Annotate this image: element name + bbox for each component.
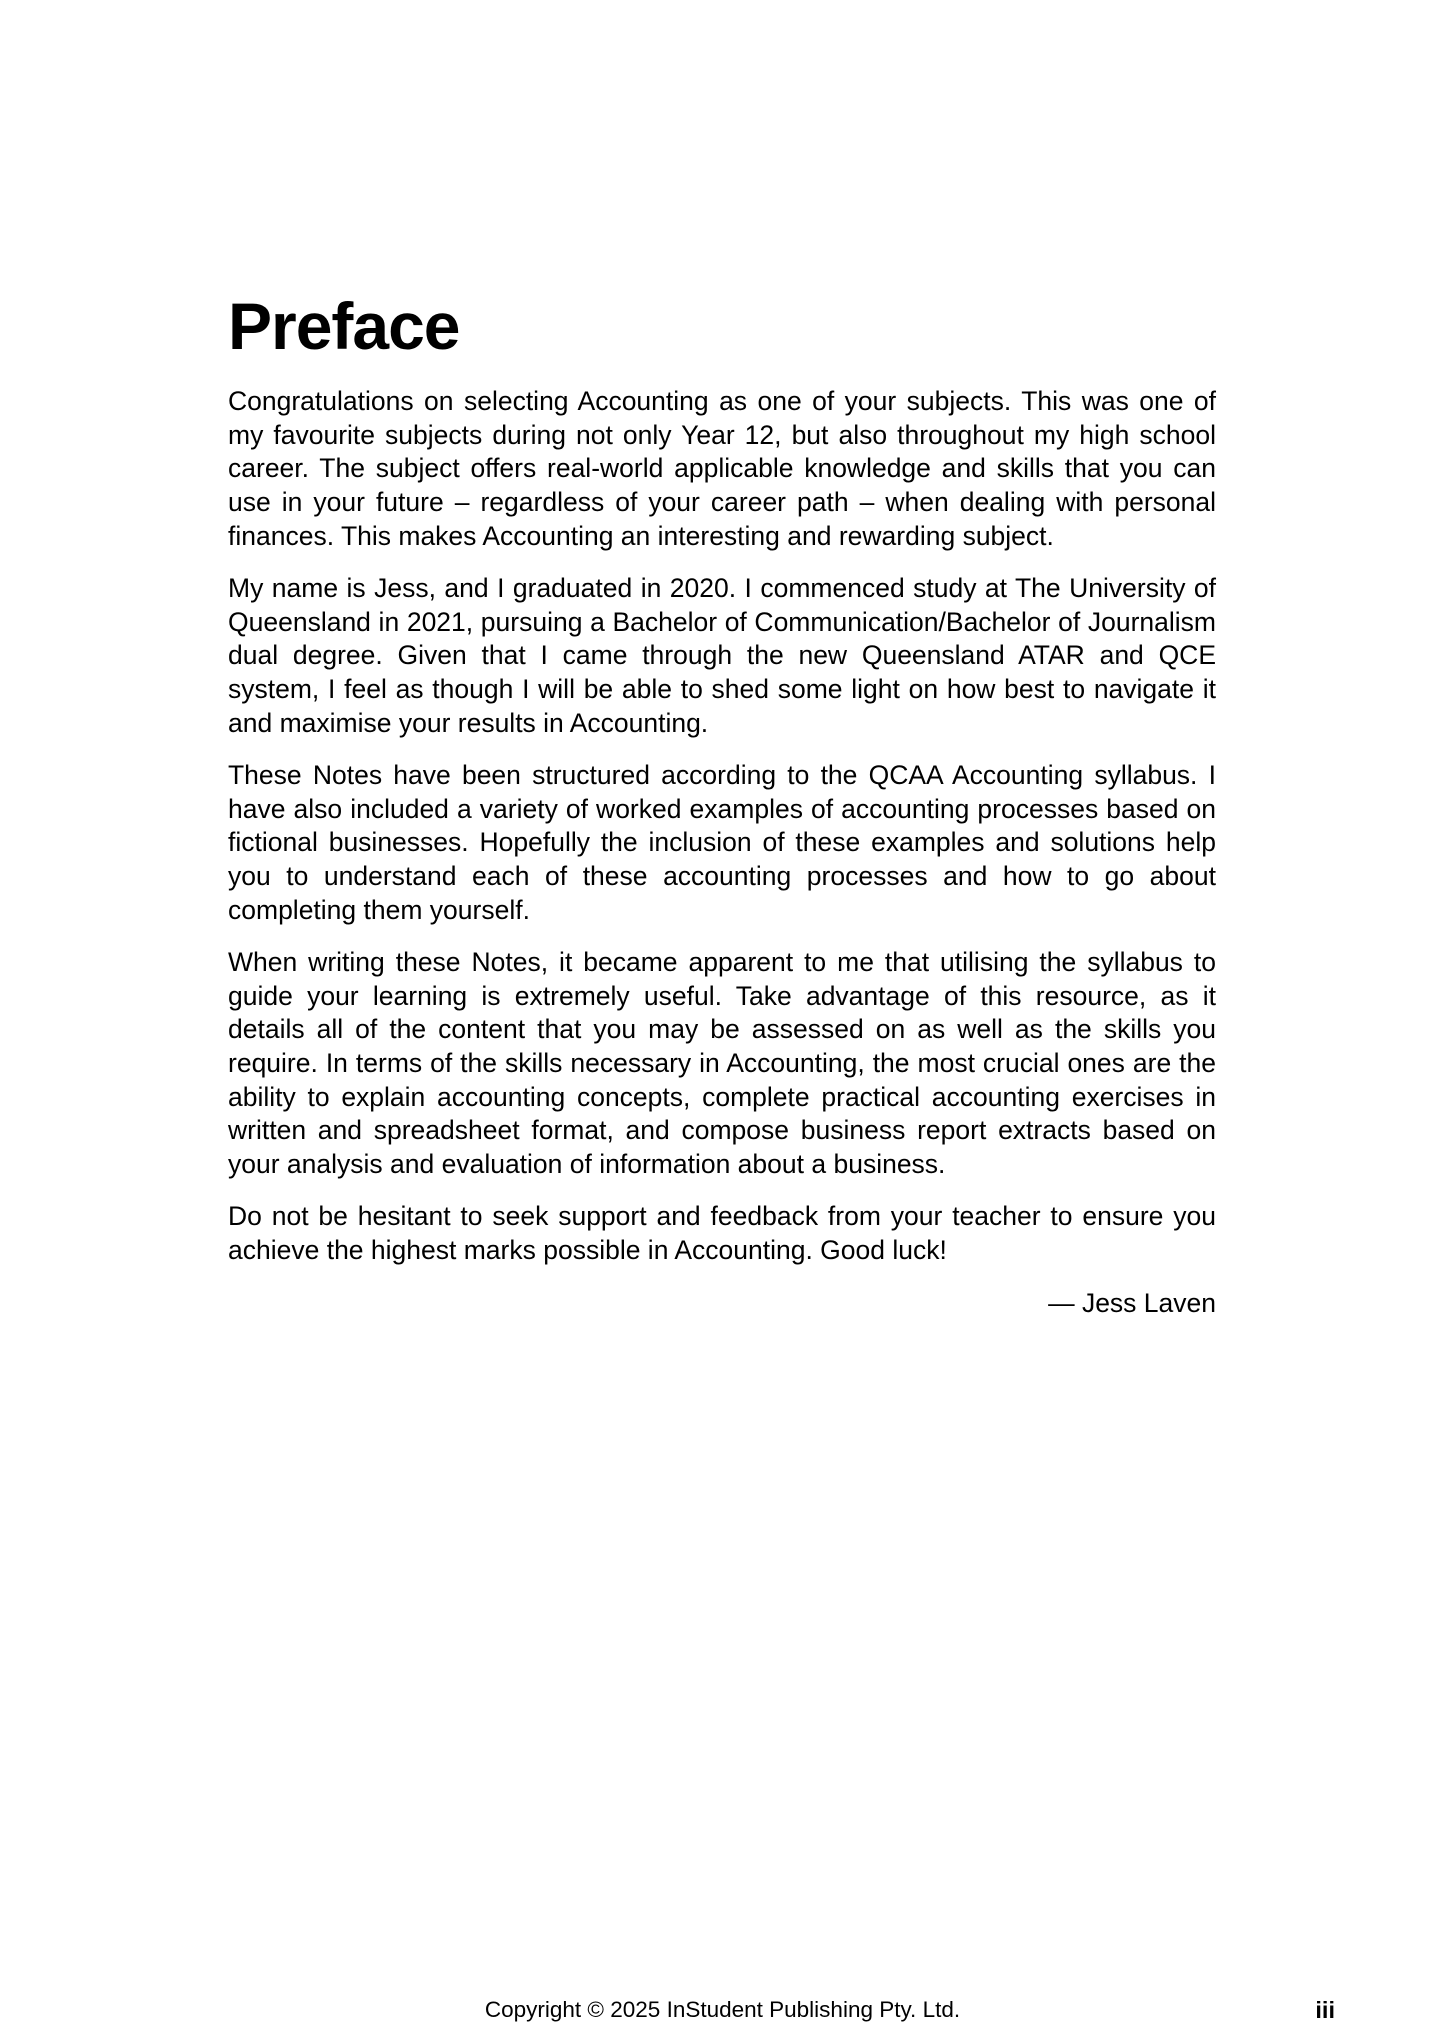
footer-page-number: iii [1315,1997,1335,2023]
page-title: Preface [228,289,460,363]
preface-paragraph-3: These Notes have been structured according to the QCAA Accounting syllabus. I have also included a variety of worked examples of accounting processes based on fictional businesses. Hopefully the inclusion of these examples and solutions help you to understand each of these accounting processes and how to go about completing them yourself. [228,760,1216,925]
footer-copyright: Copyright © 2025 InStudent Publishing Pty. Ltd. [484,1997,961,2022]
preface-content [228,289,1216,1320]
preface-paragraph-5: Do not be hesitant to seek support and feedback from your teacher to ensure you achieve the highest marks possible in Accounting. Good luck! [228,1201,1216,1265]
preface-paragraph-1: Congratulations on selecting Accounting as one of your subjects. This was one of my favourite subjects during not only Year 12, but also throughout my high school career. The subject offers real-world applicable knowledge and skills that you can use in your future – regardless of your career path – when dealing with personal finances. This makes Accounting an interesting and rewarding subject. [228,386,1216,551]
page-footer [0,1993,1445,2027]
preface-paragraph-2: My name is Jess, and I graduated in 2020. I commenced study at The University of Queensland in 2021, pursuing a Bachelor of Communication/Bachelor of Journalism dual degree. Given that I came through the new Queensland ATAR and QCE system, I feel as though I will be able to shed some light on how best to navigate it and maximise your results in Accounting. [228,573,1216,738]
preface-paragraph-4: When writing these Notes, it became apparent to me that utilising the syllabus to guide your learning is extremely useful. Take advantage of this resource, as it details all of the content that you may be assessed on as well as the skills you require. In terms of the skills necessary in Accounting, the most crucial ones are the ability to explain accounting concepts, complete practical accounting exercises in written and spreadsheet format, and compose business report extracts based on your analysis and evaluation of information about a business. [228,947,1216,1179]
author-signature: — Jess Laven [1048,1287,1216,1318]
